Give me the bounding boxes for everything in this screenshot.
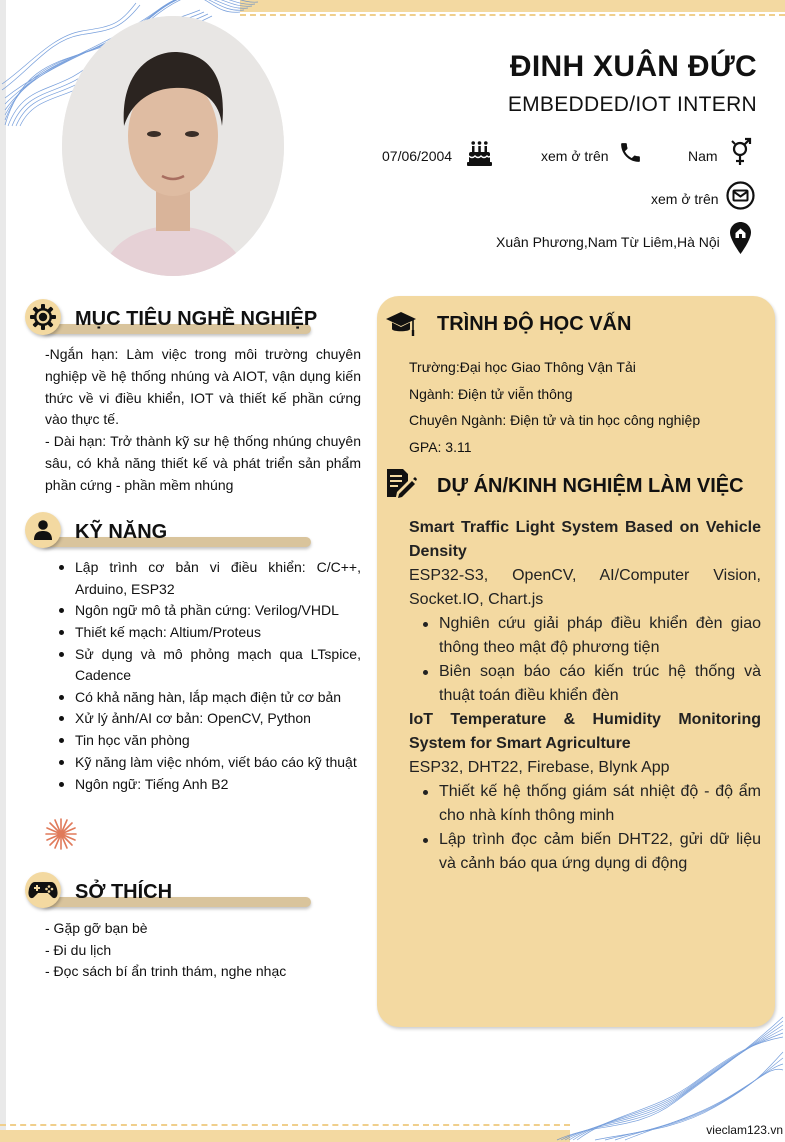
- profile-photo: [62, 16, 284, 276]
- gamepad-icon: [28, 879, 58, 901]
- education-school: Trường:Đại học Giao Thông Vận Tải: [409, 359, 636, 375]
- skills-list: [45, 557, 361, 795]
- home-pin-icon: [730, 222, 751, 254]
- gear-icon: [29, 303, 57, 331]
- list-item: Xử lý ảnh/AI cơ bản: OpenCV, Python: [45, 708, 361, 730]
- project-tech: ESP32-S3, OpenCV, AI/Computer Vision, Socket.IO, Chart.js: [409, 567, 761, 608]
- list-item: Nghiên cứu giải pháp điều khiển đèn giao thông theo mật độ phương tiện: [409, 612, 761, 660]
- list-item: Ngôn ngữ: Tiếng Anh B2: [45, 774, 361, 796]
- hobbies-list: [45, 918, 286, 983]
- skills-title: KỸ NĂNG: [75, 521, 168, 543]
- list-item: - Đọc sách bí ẩn trinh thám, nghe nhạc: [45, 963, 287, 979]
- project-name: Smart Traffic Light System Based on Vehicle Density: [409, 519, 761, 560]
- list-item: Có khả năng hàn, lắp mạch điện tử cơ bản: [45, 687, 361, 709]
- gender-icon: [729, 137, 753, 167]
- footer-watermark: vieclam123.vn: [706, 1123, 783, 1137]
- education-details: [409, 354, 700, 461]
- birthday-text: 07/06/2004: [382, 148, 453, 164]
- objective-long-term: - Dài hạn: Trở thành kỹ sư hệ thống nhúng chuyên sâu, có khả năng thiết kế và phát triển sản phẩm phần cứng - phần mềm nhúng: [45, 433, 361, 493]
- bottom-band: [0, 1130, 570, 1142]
- candidate-name: ĐINH XUÂN ĐỨC: [509, 50, 757, 83]
- hobbies-title: SỞ THÍCH: [75, 881, 173, 903]
- projects-list: [409, 516, 761, 876]
- phone-icon: [618, 140, 643, 165]
- top-band: [240, 0, 785, 12]
- graduation-cap-icon: [385, 310, 417, 340]
- list-item: Biên soạn báo cáo kiến trúc hệ thống và thuật toán điều khiển đèn: [409, 660, 761, 708]
- projects-title: DỰ ÁN/KINH NGHIỆM LÀM VIỆC: [437, 475, 744, 497]
- document-edit-icon: [385, 467, 417, 499]
- email-icon: [726, 181, 755, 210]
- cake-icon: [467, 140, 492, 166]
- education-gpa: GPA: 3.11: [409, 439, 472, 456]
- project-name: IoT Temperature & Humidity Monitoring System for Smart Agriculture: [409, 711, 761, 752]
- project-bullets: [409, 780, 761, 876]
- education-title: TRÌNH ĐỘ HỌC VẤN: [437, 313, 632, 335]
- list-item: Ngôn ngữ mô tả phần cứng: Verilog/VHDL: [45, 600, 361, 622]
- list-item: Tin học văn phòng: [45, 730, 361, 752]
- list-item: Sử dụng và mô phỏng mạch qua LTspice, Cadence: [45, 644, 361, 687]
- address-text: Xuân Phương,Nam Từ Liêm,Hà Nội: [496, 234, 720, 250]
- list-item: Thiết kế hệ thống giám sát nhiệt độ - độ ẩm cho nhà kính thông minh: [409, 780, 761, 828]
- email-text: xem ở trên: [651, 191, 719, 207]
- objective-short-term: -Ngắn hạn: Làm việc trong môi trường chuyên nghiệp về hệ thống nhúng và AIOT, vận dụng kiến thức về vi điều khiển, IOT và thiết kế phần cứng vào thực tế.: [45, 346, 361, 428]
- objective-title: MỤC TIÊU NGHỀ NGHIỆP: [75, 308, 318, 330]
- project-tech: ESP32, DHT22, Firebase, Blynk App: [409, 759, 670, 776]
- left-strip: [0, 0, 6, 1142]
- top-dash: [240, 14, 785, 16]
- starburst-icon: [44, 817, 78, 851]
- list-item: - Gặp gỡ bạn bè: [45, 920, 148, 936]
- gender-text: Nam: [688, 148, 718, 164]
- list-item: Kỹ năng làm việc nhóm, viết báo cáo kỹ thuật: [45, 752, 361, 774]
- list-item: Lập trình đọc cảm biến DHT22, gửi dữ liệu và cảnh báo qua ứng dụng di động: [409, 828, 761, 876]
- hobbies-badge: [25, 872, 61, 908]
- project-bullets: [409, 612, 761, 708]
- user-icon: [32, 519, 54, 541]
- list-item: - Đi du lịch: [45, 941, 112, 958]
- skills-badge: [25, 512, 61, 548]
- list-item: Lập trình cơ bản vi điều khiển: C/C++, Arduino, ESP32: [45, 557, 361, 600]
- education-major: Ngành: Điện tử viễn thông: [409, 385, 573, 402]
- phone-text: xem ở trên: [541, 148, 609, 164]
- objective-badge: [25, 299, 61, 335]
- education-specialization: Chuyên Ngành: Điện tử và tin học công nghiệp: [409, 412, 701, 429]
- candidate-role: EMBEDDED/IOT INTERN: [507, 93, 757, 116]
- bottom-dash: [0, 1124, 570, 1126]
- list-item: Thiết kế mạch: Altium/Proteus: [45, 622, 361, 644]
